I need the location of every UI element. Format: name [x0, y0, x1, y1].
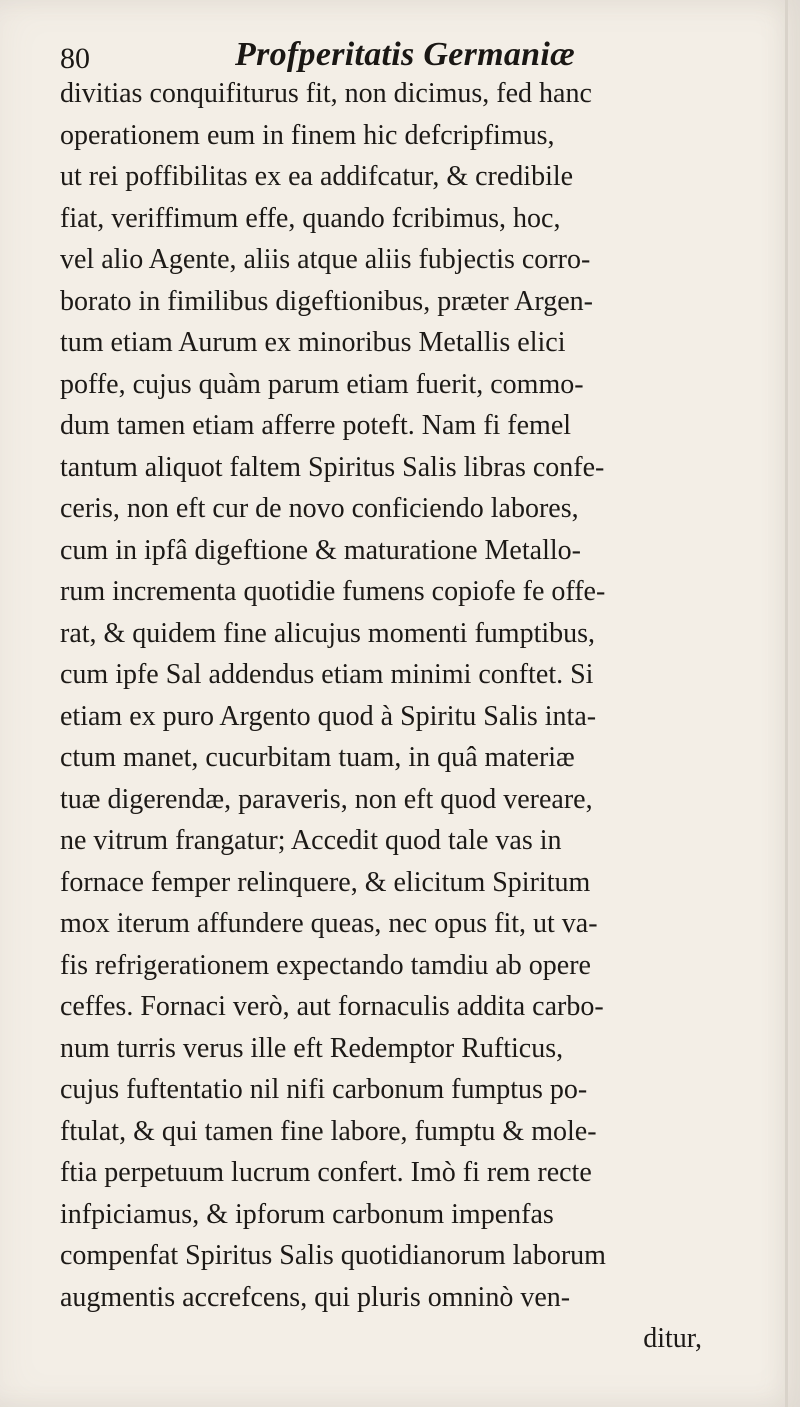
text-line: rum incrementa quotidie fumens copiofe fe offe-: [60, 576, 606, 607]
text-line: num turris verus ille eft Redemptor Rufticus,: [60, 1032, 564, 1064]
text-line: operationem eum in finem hic defcripfimus,: [60, 119, 555, 151]
text-line: cujus fuftentatio nil nifi carbonum fumptus po-: [60, 1074, 588, 1105]
page-edge: [785, 0, 788, 1407]
text-line: cum in ipfâ digeftione & maturatione Metallo-: [60, 534, 581, 566]
text-line: ftia perpetuum lucrum confert. Imò fi rem recte: [60, 1157, 592, 1188]
text-line: infpiciamus, & ipforum carbonum impenfas: [60, 1198, 554, 1230]
text-line: fornace femper relinquere, & elicitum Spiritum: [60, 866, 591, 898]
text-line: ceffes. Fornaci verò, aut fornaculis addita carbo-: [60, 991, 604, 1022]
text-line: vel alio Agente, aliis atque aliis fubjectis corro-: [60, 244, 591, 275]
text-line: fis refrigerationem expectando tamdiu ab opere: [60, 949, 591, 981]
text-line: ne vitrum frangatur; Accedit quod tale vas in: [60, 825, 562, 856]
text-line: cum ipfe Sal addendus etiam minimi conftet. Si: [60, 659, 594, 690]
text-line: ceris, non eft cur de novo conficiendo labores,: [60, 493, 579, 524]
text-line: poffe, cujus quàm parum etiam fuerit, commo-: [60, 368, 584, 400]
text-line: ditur,: [643, 1323, 702, 1354]
text-line: rat, & quidem fine alicujus momenti fumptibus,: [60, 617, 596, 649]
text-line: fiat, veriffimum effe, quando fcribimus, hoc,: [60, 202, 561, 234]
text-line: tuæ digerendæ, paraveris, non eft quod vereare,: [60, 783, 593, 815]
text-line: divitias conquifiturus fit, non dicimus, fed hanc: [60, 78, 592, 109]
body-text: [60, 73, 760, 1360]
text-line: etiam ex puro Argento quod à Spiritu Salis inta-: [60, 700, 597, 732]
text-line: tum etiam Aurum ex minoribus Metallis elici: [60, 327, 566, 358]
text-line: augmentis accrefcens, qui pluris omninò ven-: [60, 1281, 571, 1313]
text-line: tantum aliquot faltem Spiritus Salis libras confe-: [60, 451, 605, 483]
text-line: borato in fimilibus digeftionibus, præter Argen-: [60, 285, 593, 317]
text-line: mox iterum affundere queas, nec opus fit, ut va-: [60, 908, 598, 939]
text-line: dum tamen etiam afferre poteft. Nam fi femel: [60, 410, 572, 441]
text-line: ftulat, & qui tamen fine labore, fumptu & mole-: [60, 1115, 597, 1147]
text-line: ut rei poffibilitas ex ea addifcatur, & credibile: [60, 161, 574, 192]
page-number: 80: [60, 42, 90, 75]
running-title: Profperitatis Germaniæ: [235, 36, 575, 73]
text-line: ctum manet, cucurbitam tuam, in quâ materiæ: [60, 742, 575, 773]
text-line: compenfat Spiritus Salis quotidianorum laborum: [60, 1240, 606, 1271]
